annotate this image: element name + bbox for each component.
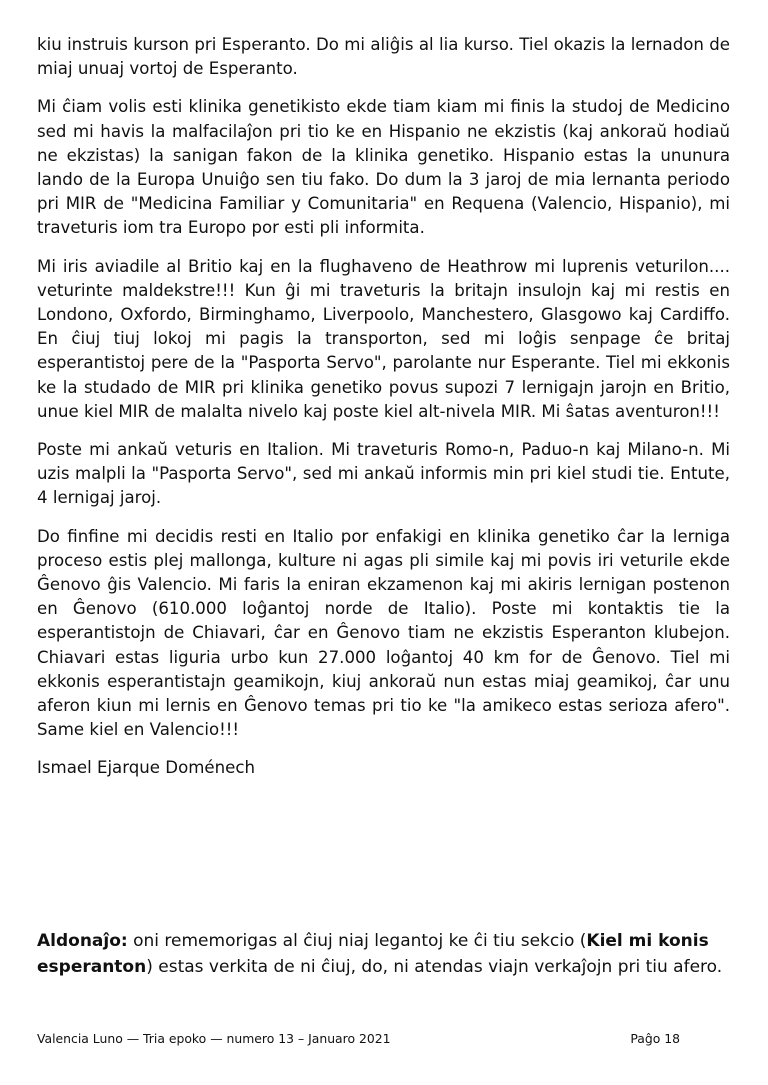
addendum-label: Aldonaĵo: bbox=[37, 931, 128, 951]
paragraph-2: Mi ĉiam volis esti klinika genetikisto ekde tiam kiam mi finis la studoj de Medicino sed mi havis la malfacilaĵon pri tio ke en Hispanio ne ekzistis (kaj ankoraŭ hodiaŭ ne ekzistas) la sanigan fakon de la klinika genetiko. Hispanio estas la ununura lando de la Europa Unuiĝo sen tiu fako. Do dum la 3 jaroj de mia lernanta periodo pri MIR de "Medicina Familiar y Comunitaria" en Requena (Valencio, Hispanio), mi traveturis iom tra Europo por esti pli informita. bbox=[37, 97, 730, 238]
page-number: Paĝo 18 bbox=[630, 1031, 680, 1046]
paragraph-5: Do finfine mi decidis resti en Italio por enfakigi en klinika genetiko ĉar la lerniga proceso estis plej mallonga, kulture ni agas pli simile kaj mi povis iri veturile ekde Ĝenovo ĝis Valencio. Mi faris la eniran ekzamenon kaj mi akiris lernigan postenon en Ĝenovo (610.000 loĝantoj norde de Italio). Poste mi kontaktis tie la esperantistojn de Chiavari, ĉar en Ĝenovo tiam ne ekzistis Esperanton klubejon. Chiavari estas liguria urbo kun 27.000 loĝantoj 40 km for de Ĝenovo. Tiel mi ekkonis esperantistajn geamikojn, kiuj ankoraŭ nun estas miaj geamikoj, ĉar unu aferon kiun mi lernis en Ĝenovo temas pri tio ke "la amikeco estas serioza afero". Same kiel en Valencio!!! bbox=[37, 526, 730, 740]
article-body bbox=[37, 33, 730, 795]
addendum-note bbox=[37, 928, 730, 980]
author-signature: Ismael Ejarque Doménech bbox=[37, 758, 255, 778]
addendum-text-after: ) estas verkita de ni ĉiuj, do, ni atendas viajn verkaĵojn pri tiu afero. bbox=[146, 957, 723, 977]
footer-publication: Valencia Luno — Tria epoko — numero 13 – Januaro 2021 bbox=[37, 1031, 391, 1046]
paragraph-4: Poste mi ankaŭ veturis en Italion. Mi traveturis Romo-n, Paduo-n kaj Milano-n. Mi uzis malpli la "Pasporta Servo", sed mi ankaŭ informis min pri kiel studi tie. Entute, 4 lernigaj jaroj. bbox=[37, 440, 730, 508]
page-footer bbox=[37, 1031, 680, 1047]
paragraph-1: kiu instruis kurson pri Esperanto. Do mi aliĝis al lia kurso. Tiel okazis la lernadon de miaj unuaj vortoj de Esperanto. bbox=[37, 35, 730, 79]
addendum-text-before: oni rememorigas al ĉiuj niaj legantoj ke ĉi tiu sekcio ( bbox=[127, 931, 587, 951]
paragraph-3: Mi iris aviadile al Britio kaj en la flughaveno de Heathrow mi luprenis veturilon.... veturinte maldekstre!!! Kun ĝi mi traveturis la britajn insulojn kaj mi restis en Londono, Oxfordo, Birminghamo, Liverpoolo, Manchestero, Glasgowo kaj Cardiffo. En ĉiuj tiuj lokoj mi pagis la transporton, sed mi loĝis senpage ĉe britaj esperantistoj pere de la "Pasporta Servo", parolante nur Esperante. Tiel mi ekkonis ke la studado de MIR pri klinika genetiko povus supozi 7 lernigajn jarojn en Britio, unue kiel MIR de malalta nivelo kaj poste kiel alt-nivela MIR. Mi ŝatas aventuron!!! bbox=[37, 256, 730, 421]
section-title: Kiel mi konis esperanton bbox=[37, 931, 709, 977]
